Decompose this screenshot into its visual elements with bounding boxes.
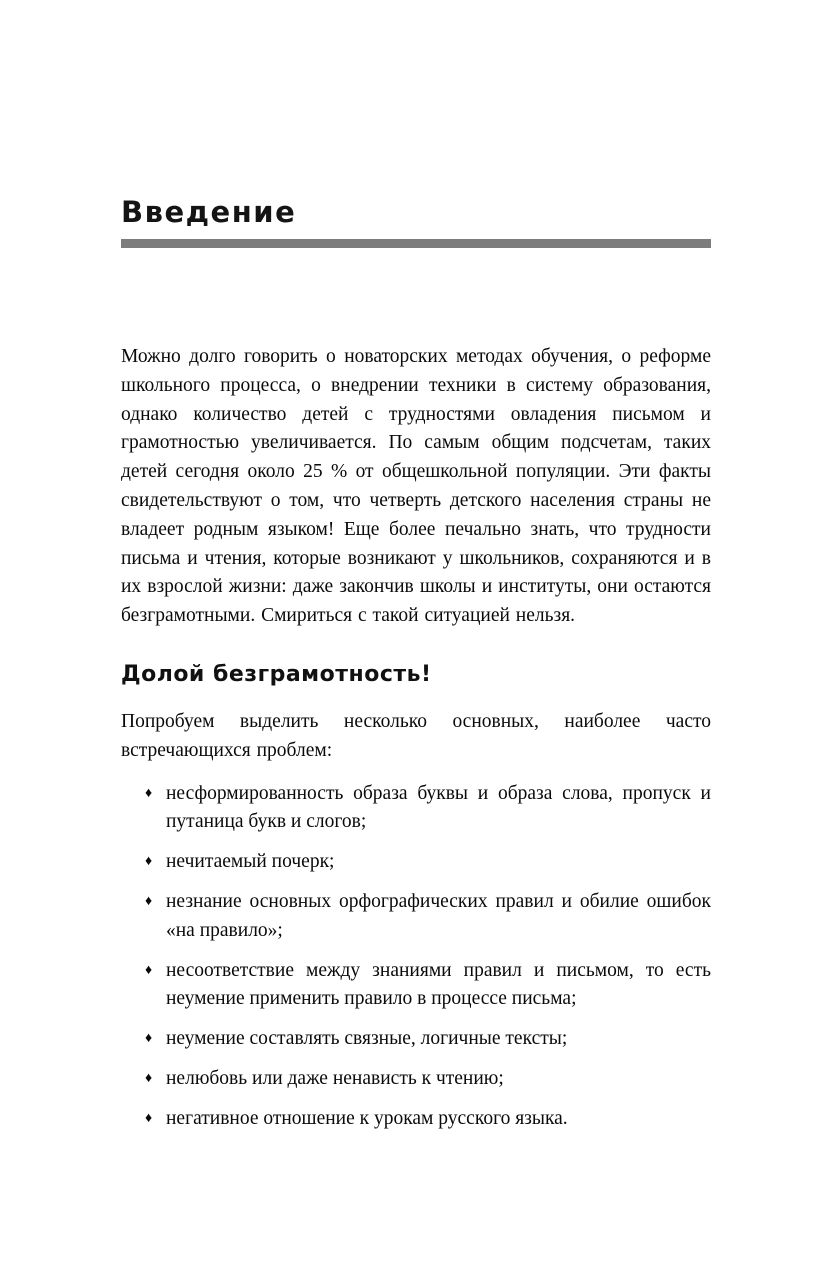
list-item	[121, 888, 711, 946]
diamond-bullet-icon: ♦	[145, 893, 153, 909]
list-item	[121, 780, 711, 838]
list-intro-paragraph: Попробуем выделить несколько основных, наиболее часто встречающихся проблем:	[121, 710, 711, 761]
list-item-text: неумение составлять связные, логичные тексты;	[166, 1028, 568, 1050]
list-item-text: нелюбовь или даже ненависть к чтению;	[166, 1067, 504, 1089]
list-item	[121, 957, 711, 1015]
list-item-text: несоответствие между знаниями правил и письмом, то есть неумение применить правило в процессе письма;	[166, 959, 711, 1010]
title-rule	[121, 239, 711, 248]
problem-list	[121, 780, 711, 1134]
list-item-text: незнание основных орфографических правил и обилие ошибок «на правило»;	[166, 890, 711, 941]
list-item	[121, 848, 711, 877]
diamond-bullet-icon: ♦	[145, 785, 153, 801]
intro-paragraph: Можно долго говорить о новаторских методах обучения, о реформе школьного процесса, о внедрении техники в систему образования, однако количество детей с трудностями овладения письмом и грамотностью увеличивается. По самым общим подсчетам, таких детей сегодня около 25 % от общешкольной популяции. Эти факты свидетельствуют о том, что четверть детского населения страны не владеет родным языком! Еще более печально знать, что трудности письма и чтения, которые возникают у школьников, сохраняются и в их взрослой жизни: даже закончив школы и институты, они остаются безграмотными. Смириться с такой ситуацией нельзя.	[121, 346, 711, 627]
diamond-bullet-icon: ♦	[145, 962, 153, 978]
page-content	[121, 195, 711, 1145]
list-item	[121, 1065, 711, 1094]
list-item-text: несформированность образа буквы и образа слова, пропуск и путаница букв и слогов;	[166, 782, 711, 833]
diamond-bullet-icon: ♦	[145, 1070, 153, 1086]
list-item	[121, 1105, 711, 1134]
list-item-text: негативное отношение к урокам русского языка.	[166, 1107, 568, 1129]
list-item-text: нечитаемый почерк;	[166, 851, 335, 873]
chapter-title: Введение	[121, 195, 297, 229]
list-item	[121, 1025, 711, 1054]
diamond-bullet-icon: ♦	[145, 1110, 153, 1126]
diamond-bullet-icon: ♦	[145, 1031, 153, 1047]
diamond-bullet-icon: ♦	[145, 854, 153, 870]
section-heading: Долой безграмотность!	[121, 661, 432, 687]
